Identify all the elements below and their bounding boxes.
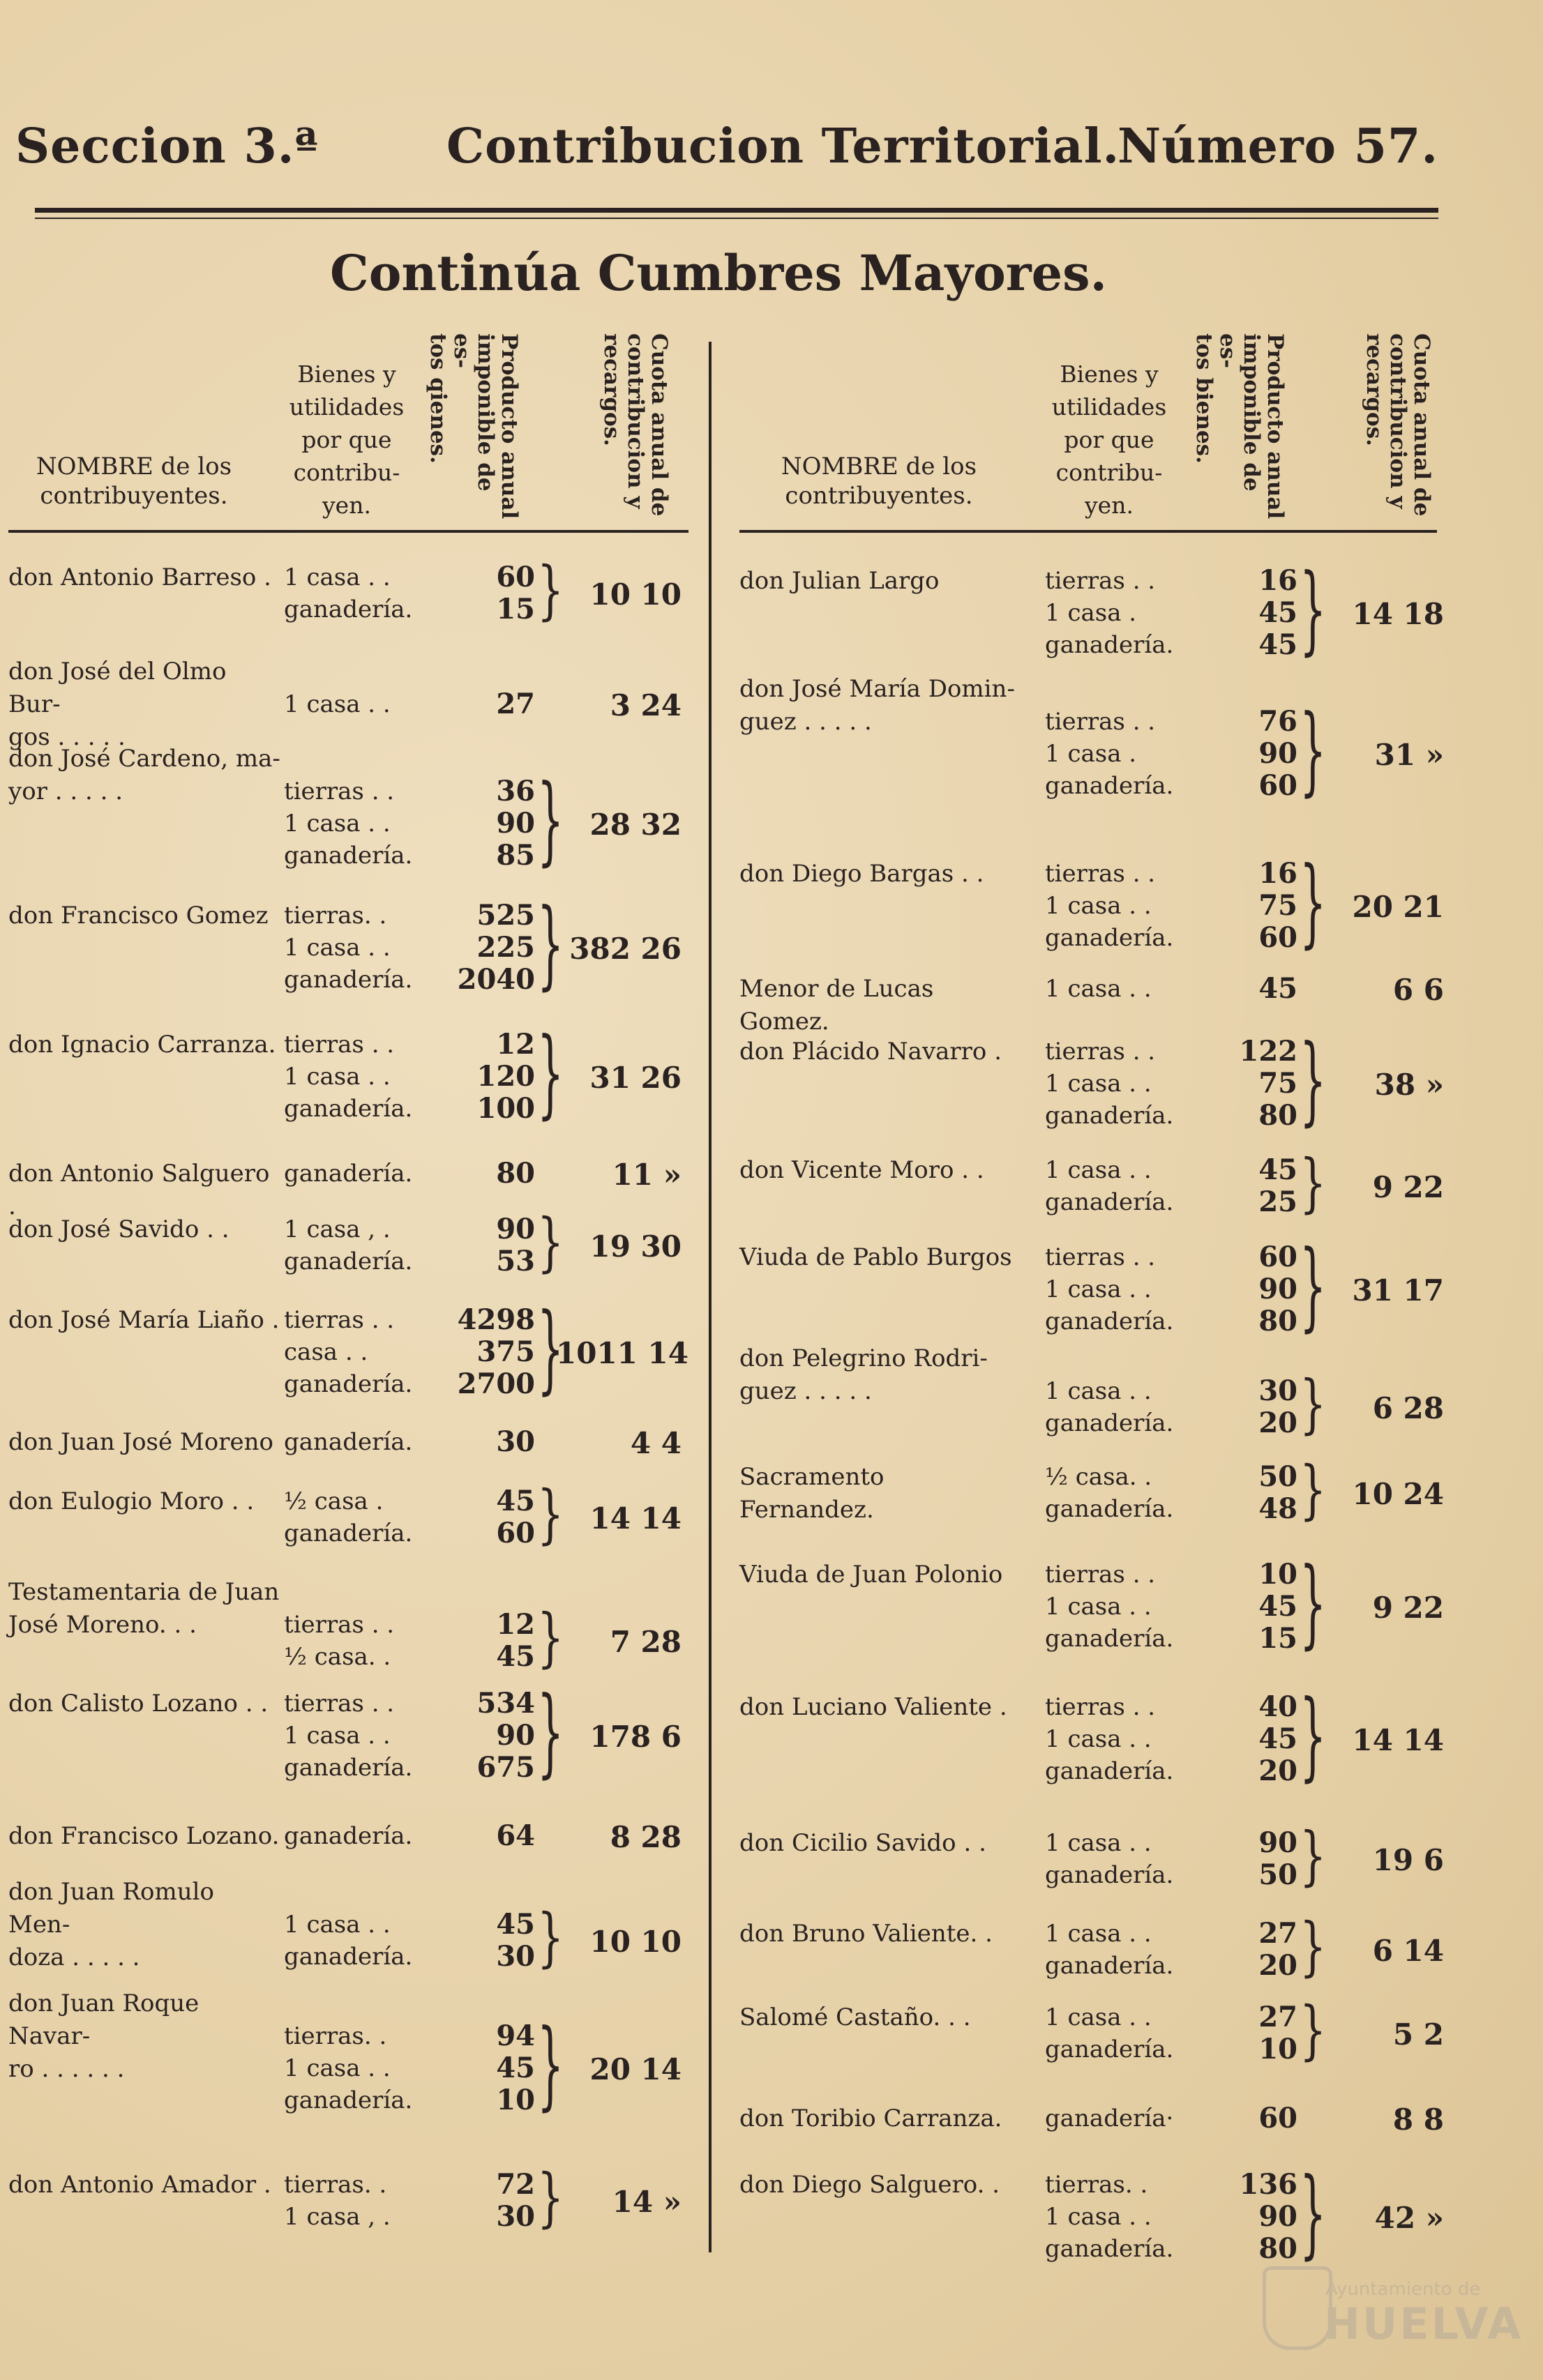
property-item: ganadería. xyxy=(1045,924,1174,952)
annual-quota: 14 14 xyxy=(1352,1723,1444,1757)
property-item: 1 casa . xyxy=(1045,599,1137,627)
property-item: tierras . . xyxy=(1045,1038,1156,1066)
contributor-name: don Diego Salguero. . xyxy=(739,2171,1000,2199)
property-item: ganadería. xyxy=(1045,1308,1174,1335)
contributor-name: Testamentaria de Juan José Moreno. . . xyxy=(8,1578,280,1639)
property-item: ganadería. xyxy=(1045,1952,1174,1980)
annual-quota: 20 14 xyxy=(589,2052,682,2086)
property-item: tierras . . xyxy=(1045,860,1156,888)
header-producto: Producto anual imponible de es- tos qienes. xyxy=(426,333,522,520)
annual-quota: 178 6 xyxy=(589,1720,682,1754)
annual-quota: 6 6 xyxy=(1392,973,1444,1007)
annual-quota: 382 26 xyxy=(569,932,682,966)
property-item: 1 casa . . xyxy=(284,1911,391,1939)
product-value: 45 xyxy=(496,1485,535,1517)
annual-quota: 20 21 xyxy=(1352,890,1444,924)
product-value: 94 xyxy=(496,2019,535,2052)
page-title: Continúa Cumbres Mayores. xyxy=(330,244,1107,302)
grouping-brace: } xyxy=(1300,1453,1327,1528)
product-value: 72 xyxy=(496,2168,535,2201)
annual-quota: 19 6 xyxy=(1372,1843,1444,1877)
property-item: tierras . . xyxy=(1045,567,1156,595)
product-value: 40 xyxy=(1258,1690,1297,1723)
product-value: 60 xyxy=(1258,2102,1297,2135)
property-item: 1 casa . xyxy=(1045,740,1137,768)
product-value: 27 xyxy=(1258,1917,1297,1950)
product-value: 4298 xyxy=(457,1303,535,1336)
watermark-name: HUELVA xyxy=(1324,2298,1523,2349)
product-value: 30 xyxy=(496,1940,535,1973)
product-value: 100 xyxy=(476,1092,535,1125)
contributor-name: Menor de Lucas Gomez. xyxy=(739,975,934,1036)
header-nombre: NOMBRE de los contribuyentes. xyxy=(781,453,977,510)
product-value: 136 xyxy=(1239,2168,1297,2201)
product-value: 53 xyxy=(496,1245,535,1278)
property-item: tierras . . xyxy=(1045,1561,1156,1589)
property-item: tierras . . xyxy=(1045,708,1156,736)
annual-quota: 10 10 xyxy=(589,1925,682,1959)
running-title: Contribucion Territorial. xyxy=(446,119,1120,174)
contributor-name: don Juan Romulo Men- doza . . . . . xyxy=(8,1878,214,1971)
property-item: tierras . . xyxy=(1045,1243,1156,1271)
annual-quota: 42 » xyxy=(1374,2201,1444,2235)
property-item: ganadería. xyxy=(1045,1757,1174,1785)
property-item: ganadería. xyxy=(1045,2235,1174,2263)
grouping-brace: } xyxy=(537,2009,564,2122)
property-item: tierras . . xyxy=(284,1031,395,1059)
property-item: ganadería. xyxy=(284,1428,413,1456)
grouping-brace: } xyxy=(1300,1680,1327,1793)
annual-quota: 38 » xyxy=(1374,1068,1444,1102)
contributor-name: don Eulogio Moro . . xyxy=(8,1487,255,1515)
product-value: 30 xyxy=(496,2200,535,2233)
property-item: ganadería. xyxy=(284,1370,413,1398)
property-item: tierras . . xyxy=(284,778,395,805)
product-value: 45 xyxy=(1258,1153,1297,1186)
contributor-name: don José María Domin- guez . . . . . xyxy=(739,675,1015,736)
contributor-name: don Vicente Moro . . xyxy=(739,1156,984,1184)
annual-quota: 31 17 xyxy=(1352,1273,1444,1308)
property-item: tierras . . xyxy=(284,1611,395,1639)
grouping-brace: } xyxy=(1300,554,1327,667)
property-item: ½ casa . xyxy=(284,1487,384,1515)
property-item: ganadería. xyxy=(284,1160,413,1188)
grouping-brace: } xyxy=(537,2160,564,2236)
product-value: 60 xyxy=(496,561,535,593)
property-item: ganadería. xyxy=(1045,772,1174,800)
product-value: 15 xyxy=(496,593,535,626)
property-item: 1 casa . . xyxy=(284,1063,391,1091)
property-item: ganadería. xyxy=(284,1519,413,1547)
annual-quota: 14 18 xyxy=(1352,597,1444,631)
grouping-brace: } xyxy=(537,553,564,628)
contributor-name: don José Savido . . xyxy=(8,1215,229,1243)
contributor-name: don Calisto Lozano . . xyxy=(8,1690,269,1718)
product-value: 122 xyxy=(1239,1035,1297,1068)
property-item: 1 casa . . xyxy=(1045,1920,1152,1948)
product-value: 90 xyxy=(496,807,535,840)
product-value: 45 xyxy=(1258,972,1297,1005)
annual-quota: 8 28 xyxy=(610,1820,682,1854)
product-value: 16 xyxy=(1258,564,1297,597)
contributor-name: don Julian Largo xyxy=(739,567,940,595)
property-item: ganadería. xyxy=(284,596,413,623)
contributor-name: don Pelegrino Rodri- guez . . . . . xyxy=(739,1344,988,1405)
product-value: 50 xyxy=(1258,1460,1297,1493)
product-value: 76 xyxy=(1258,705,1297,738)
property-item: 1 casa . . xyxy=(284,1722,391,1750)
annual-quota: 31 26 xyxy=(589,1061,682,1095)
header-cuota: Cuota anual de contribucion y recargos. xyxy=(599,333,672,517)
right-table xyxy=(739,328,1444,2273)
grouping-brace: } xyxy=(1300,1909,1327,1985)
property-item: 1 casa . . xyxy=(1045,1275,1152,1303)
product-value: 16 xyxy=(1258,857,1297,890)
header-cuota: Cuota anual de contribucion y recargos. xyxy=(1362,333,1434,517)
product-value: 60 xyxy=(1258,1241,1297,1273)
annual-quota: 8 8 xyxy=(1392,2102,1444,2137)
product-value: 12 xyxy=(496,1608,535,1641)
product-value: 80 xyxy=(1258,1305,1297,1337)
product-value: 25 xyxy=(1258,1185,1297,1218)
property-item: 1 casa . . xyxy=(1045,2003,1152,2031)
product-value: 375 xyxy=(476,1335,535,1368)
property-item: 1 casa . . xyxy=(1045,1593,1152,1621)
contributor-name: don José del Olmo Bur- gos . . . . . xyxy=(8,658,227,751)
grouping-brace: } xyxy=(537,1293,564,1406)
property-item: ganadería. xyxy=(284,1095,413,1123)
property-item: ganadería. xyxy=(284,966,413,994)
crest-icon xyxy=(1263,2266,1332,2350)
product-value: 80 xyxy=(1258,2232,1297,2265)
product-value: 50 xyxy=(1258,1858,1297,1891)
grouping-brace: } xyxy=(1300,847,1327,960)
product-value: 45 xyxy=(496,1640,535,1673)
product-value: 27 xyxy=(1258,2001,1297,2033)
property-item: 1 casa . . xyxy=(1045,892,1152,920)
product-value: 80 xyxy=(496,1157,535,1190)
property-item: ganadería. xyxy=(1045,1409,1174,1437)
annual-quota: 10 24 xyxy=(1352,1477,1444,1511)
property-item: ½ casa. . xyxy=(284,1643,391,1671)
product-value: 80 xyxy=(1258,1099,1297,1132)
contributor-name: Viuda de Pablo Burgos xyxy=(739,1243,1012,1271)
property-item: 1 casa . . xyxy=(284,934,391,962)
property-item: ganadería. xyxy=(1045,1625,1174,1653)
header-bienes: Bienes y utilidades por que contribu- yen. xyxy=(1051,361,1167,519)
annual-quota: 14 14 xyxy=(589,1501,682,1536)
product-value: 30 xyxy=(496,1425,535,1458)
property-item: 1 casa , . xyxy=(284,2203,391,2231)
left-table xyxy=(8,328,688,2273)
contributor-name: don Antonio Amador . xyxy=(8,2171,271,2199)
product-value: 90 xyxy=(1258,2200,1297,2233)
annual-quota: 6 28 xyxy=(1372,1391,1444,1425)
product-value: 45 xyxy=(1258,628,1297,661)
archive-watermark xyxy=(1242,2266,1521,2364)
product-value: 2040 xyxy=(457,963,535,996)
contributor-name: don Ignacio Carranza. xyxy=(8,1031,276,1059)
property-item: ganadería. xyxy=(1045,1188,1174,1216)
contributor-name: Viuda de Juan Polonio xyxy=(739,1561,1003,1589)
property-item: ganadería· xyxy=(1045,2105,1174,2132)
product-value: 20 xyxy=(1258,1754,1297,1787)
grouping-brace: } xyxy=(1300,1547,1327,1660)
annual-quota: 19 30 xyxy=(589,1229,682,1264)
header-nombre: NOMBRE de los contribuyentes. xyxy=(36,453,232,510)
property-item: 1 casa . . xyxy=(1045,975,1152,1003)
annual-quota: 6 14 xyxy=(1372,1934,1444,1968)
grouping-brace: } xyxy=(1300,695,1327,808)
product-value: 90 xyxy=(496,1719,535,1752)
contributor-name: Salomé Castaño. . . xyxy=(739,2003,971,2031)
contributor-name: don Luciano Valiente . xyxy=(739,1693,1007,1721)
contributor-name: don Cicilio Savido . . xyxy=(739,1829,986,1857)
product-value: 45 xyxy=(1258,1722,1297,1755)
property-item: ganadería. xyxy=(284,842,413,870)
annual-quota: 9 22 xyxy=(1372,1591,1444,1625)
annual-quota: 7 28 xyxy=(610,1625,682,1659)
grouping-brace: } xyxy=(537,764,564,877)
annual-quota: 11 » xyxy=(612,1158,682,1192)
contributor-name: don Antonio Salguero . xyxy=(8,1160,270,1220)
property-item: 1 casa . . xyxy=(1045,2203,1152,2231)
property-item: 1 casa . . xyxy=(1045,1725,1152,1753)
contributor-name: don Toribio Carranza. xyxy=(739,2105,1002,2132)
grouping-brace: } xyxy=(1300,1146,1327,1221)
property-item: 1 casa . . xyxy=(1045,1829,1152,1857)
annual-quota: 28 32 xyxy=(589,808,682,842)
product-value: 30 xyxy=(1258,1374,1297,1407)
annual-quota: 5 2 xyxy=(1392,2017,1444,2052)
property-item: 1 casa . . xyxy=(1045,1377,1152,1405)
property-item: ½ casa. . xyxy=(1045,1463,1152,1491)
header-producto: Producto anual imponible de es- tos bienes. xyxy=(1191,333,1288,520)
property-item: casa . . xyxy=(284,1338,368,1366)
product-value: 64 xyxy=(496,1819,535,1852)
property-item: 1 casa . . xyxy=(284,2054,391,2082)
product-value: 10 xyxy=(496,2084,535,2116)
header-underline xyxy=(739,530,1437,533)
product-value: 90 xyxy=(1258,1826,1297,1859)
property-item: ganadería. xyxy=(284,2086,413,2114)
contributor-name: don Plácido Navarro . xyxy=(739,1038,1002,1066)
contributor-name: don Antonio Barreso . xyxy=(8,563,271,591)
annual-quota: 31 » xyxy=(1374,738,1444,772)
property-item: 1 casa . . xyxy=(284,810,391,837)
product-value: 10 xyxy=(1258,2033,1297,2066)
contributor-name: don Juan Roque Navar- ro . . . . . . xyxy=(8,1989,200,2083)
property-item: tierras . . xyxy=(284,1690,395,1718)
header-bienes: Bienes y utilidades por que contribu- yen. xyxy=(289,361,405,519)
property-item: 1 casa , . xyxy=(284,1215,391,1243)
property-item: ganadería. xyxy=(284,1248,413,1275)
grouping-brace: } xyxy=(537,888,564,1001)
property-item: tierras . . xyxy=(284,1306,395,1334)
product-value: 60 xyxy=(1258,921,1297,954)
product-value: 45 xyxy=(496,2052,535,2084)
grouping-brace: } xyxy=(537,1477,564,1552)
grouping-brace: } xyxy=(537,1205,564,1280)
product-value: 75 xyxy=(1258,1067,1297,1100)
table-header xyxy=(739,328,1437,530)
product-value: 525 xyxy=(476,899,535,932)
annual-quota: 10 10 xyxy=(589,577,682,612)
contributor-name: don Bruno Valiente. . xyxy=(739,1920,993,1948)
grouping-brace: } xyxy=(1300,1819,1327,1894)
annual-quota: 4 4 xyxy=(630,1426,682,1460)
annual-quota: 9 22 xyxy=(1372,1170,1444,1204)
product-value: 60 xyxy=(1258,769,1297,802)
product-value: 20 xyxy=(1258,1407,1297,1439)
contributor-name: don José Cardeno, ma- yor . . . . . xyxy=(8,745,280,805)
property-item: tierras. . xyxy=(284,2171,387,2199)
product-value: 45 xyxy=(1258,596,1297,629)
contributor-name: don Francisco Lozano. xyxy=(8,1822,280,1850)
product-value: 120 xyxy=(476,1060,535,1093)
product-value: 534 xyxy=(476,1687,535,1720)
product-value: 10 xyxy=(1258,1558,1297,1591)
product-value: 90 xyxy=(1258,1273,1297,1305)
property-item: 1 casa . . xyxy=(284,690,391,718)
product-value: 48 xyxy=(1258,1492,1297,1525)
product-value: 12 xyxy=(496,1028,535,1061)
product-value: 36 xyxy=(496,775,535,808)
grouping-brace: } xyxy=(1300,2158,1327,2271)
grouping-brace: } xyxy=(537,1017,564,1130)
property-item: ganadería. xyxy=(284,1754,413,1782)
product-value: 675 xyxy=(476,1751,535,1784)
grouping-brace: } xyxy=(537,1600,564,1676)
annual-quota: 3 24 xyxy=(610,688,682,722)
product-value: 45 xyxy=(1258,1590,1297,1623)
grouping-brace: } xyxy=(1300,1367,1327,1442)
header-rule-thin xyxy=(35,218,1438,219)
contributor-name: don Diego Bargas . . xyxy=(739,860,984,888)
property-item: 1 casa . . xyxy=(1045,1156,1152,1184)
header-rule xyxy=(35,208,1438,213)
header-underline xyxy=(8,530,688,533)
product-value: 60 xyxy=(496,1517,535,1549)
product-value: 20 xyxy=(1258,1949,1297,1982)
product-value: 225 xyxy=(476,931,535,964)
property-item: ganadería. xyxy=(1045,1861,1174,1889)
grouping-brace: } xyxy=(1300,1230,1327,1343)
section-label: Seccion 3.ª xyxy=(15,119,319,174)
grouping-brace: } xyxy=(537,1676,564,1789)
product-value: 85 xyxy=(496,839,535,872)
contributor-name: don Juan José Moreno xyxy=(8,1428,273,1456)
property-item: ganadería. xyxy=(1045,1495,1174,1523)
product-value: 27 xyxy=(496,688,535,720)
property-item: tierras. . xyxy=(1045,2171,1148,2199)
grouping-brace: } xyxy=(1300,1993,1327,2068)
table-header xyxy=(8,328,688,530)
property-item: tierras. . xyxy=(284,2022,387,2050)
product-value: 45 xyxy=(496,1908,535,1941)
page-number: Número 57. xyxy=(1117,119,1438,174)
contributor-name: Sacramento Fernandez. xyxy=(739,1463,885,1524)
property-item: 1 casa . . xyxy=(1045,1070,1152,1098)
product-value: 90 xyxy=(496,1213,535,1245)
watermark-top: Ayuntamiento de xyxy=(1325,2279,1481,2300)
grouping-brace: } xyxy=(1300,1024,1327,1137)
property-item: ganadería. xyxy=(1045,2036,1174,2063)
product-value: 15 xyxy=(1258,1622,1297,1655)
property-item: ganadería. xyxy=(284,1943,413,1971)
annual-quota: 14 » xyxy=(612,2185,682,2219)
property-item: ganadería. xyxy=(1045,631,1174,659)
contributor-name: don José María Liaño . xyxy=(8,1306,280,1334)
column-divider xyxy=(709,342,712,2252)
property-item: 1 casa . . xyxy=(284,563,391,591)
product-value: 90 xyxy=(1258,737,1297,770)
property-item: tierras . . xyxy=(1045,1693,1156,1721)
property-item: ganadería. xyxy=(284,1822,413,1850)
contributor-name: don Francisco Gomez xyxy=(8,902,269,930)
annual-quota: 1011 14 xyxy=(556,1336,688,1370)
product-value: 75 xyxy=(1258,889,1297,922)
grouping-brace: } xyxy=(537,1900,564,1976)
product-value: 2700 xyxy=(457,1367,535,1400)
property-item: tierras. . xyxy=(284,902,387,930)
property-item: ganadería. xyxy=(1045,1102,1174,1130)
